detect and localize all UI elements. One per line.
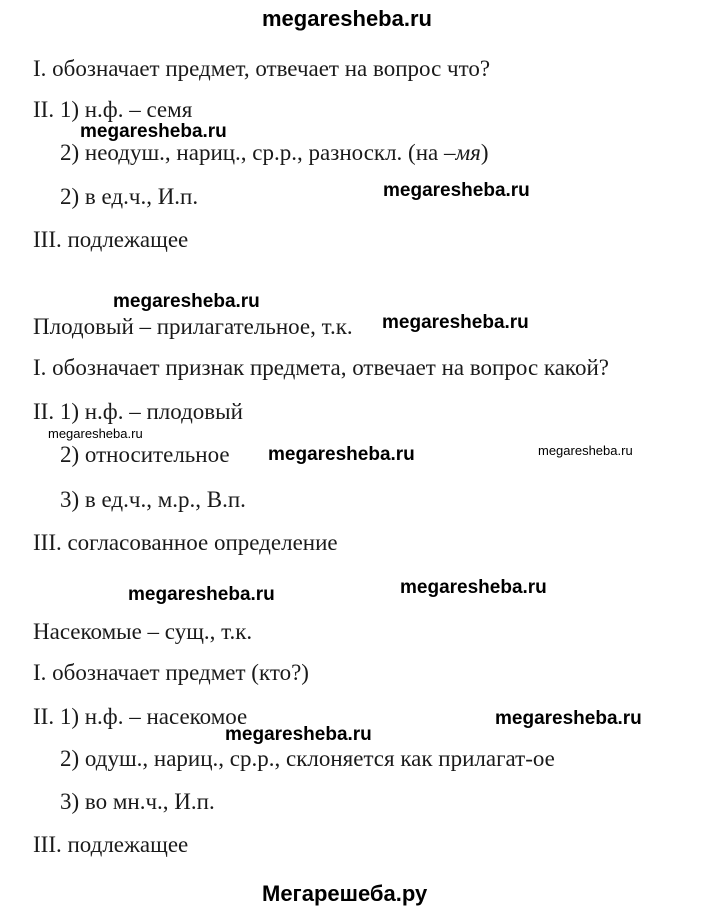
block1-line4: 2) в ед.ч., И.п. xyxy=(60,184,199,209)
watermark: megaresheba.ru xyxy=(400,577,547,598)
watermark: megaresheba.ru xyxy=(225,724,372,745)
watermark: megaresheba.ru xyxy=(268,444,415,465)
block3-line0: Насекомые – сущ., т.к. xyxy=(33,619,253,644)
block1-line3 xyxy=(60,141,489,164)
watermark: megaresheba.ru xyxy=(383,180,530,201)
watermark: megaresheba.ru xyxy=(128,584,275,605)
block1-line1: I. обозначает предмет, отвечает на вопрос что? xyxy=(33,56,491,81)
block3-line4: 3) во мн.ч., И.п. xyxy=(60,789,215,814)
block1-line2: II. 1) н.ф. – семя xyxy=(33,97,193,122)
watermark: megaresheba.ru xyxy=(538,443,633,458)
watermark: megaresheba.ru xyxy=(48,426,143,441)
block1-line3-main: 2) неодуш., нариц., ср.р., разноскл. (на xyxy=(60,140,444,165)
block3-line5: III. подлежащее xyxy=(33,832,189,857)
block2-line0: Плодовый – прилагательное, т.к. xyxy=(33,314,353,339)
watermark: megaresheba.ru xyxy=(80,121,227,142)
block3-line2: II. 1) н.ф. – насекомое xyxy=(33,704,248,729)
watermark-bottom: Мегарешеба.ру xyxy=(262,881,428,906)
block2-line2: II. 1) н.ф. – плодовый xyxy=(33,399,243,424)
block1-line5: III. подлежащее xyxy=(33,227,189,252)
block2-line4: 3) в ед.ч., м.р., В.п. xyxy=(60,487,246,512)
block1-line3-ending: –мя xyxy=(443,140,481,165)
watermark: megaresheba.ru xyxy=(495,708,642,729)
block2-line5: III. согласованное определение xyxy=(33,530,338,555)
block2-line3: 2) относительное xyxy=(60,442,230,467)
block2-line1: I. обозначает признак предмета, отвечает на вопрос какой? xyxy=(33,355,609,380)
block3-line1: I. обозначает предмет (кто?) xyxy=(33,660,309,685)
watermark: megaresheba.ru xyxy=(382,312,529,333)
watermark-top: megaresheba.ru xyxy=(262,6,432,31)
block3-line3: 2) одуш., нариц., ср.р., склоняется как прилагат-ое xyxy=(60,746,555,771)
block1-line3-close: ) xyxy=(480,140,489,165)
watermark: megaresheba.ru xyxy=(113,291,260,312)
